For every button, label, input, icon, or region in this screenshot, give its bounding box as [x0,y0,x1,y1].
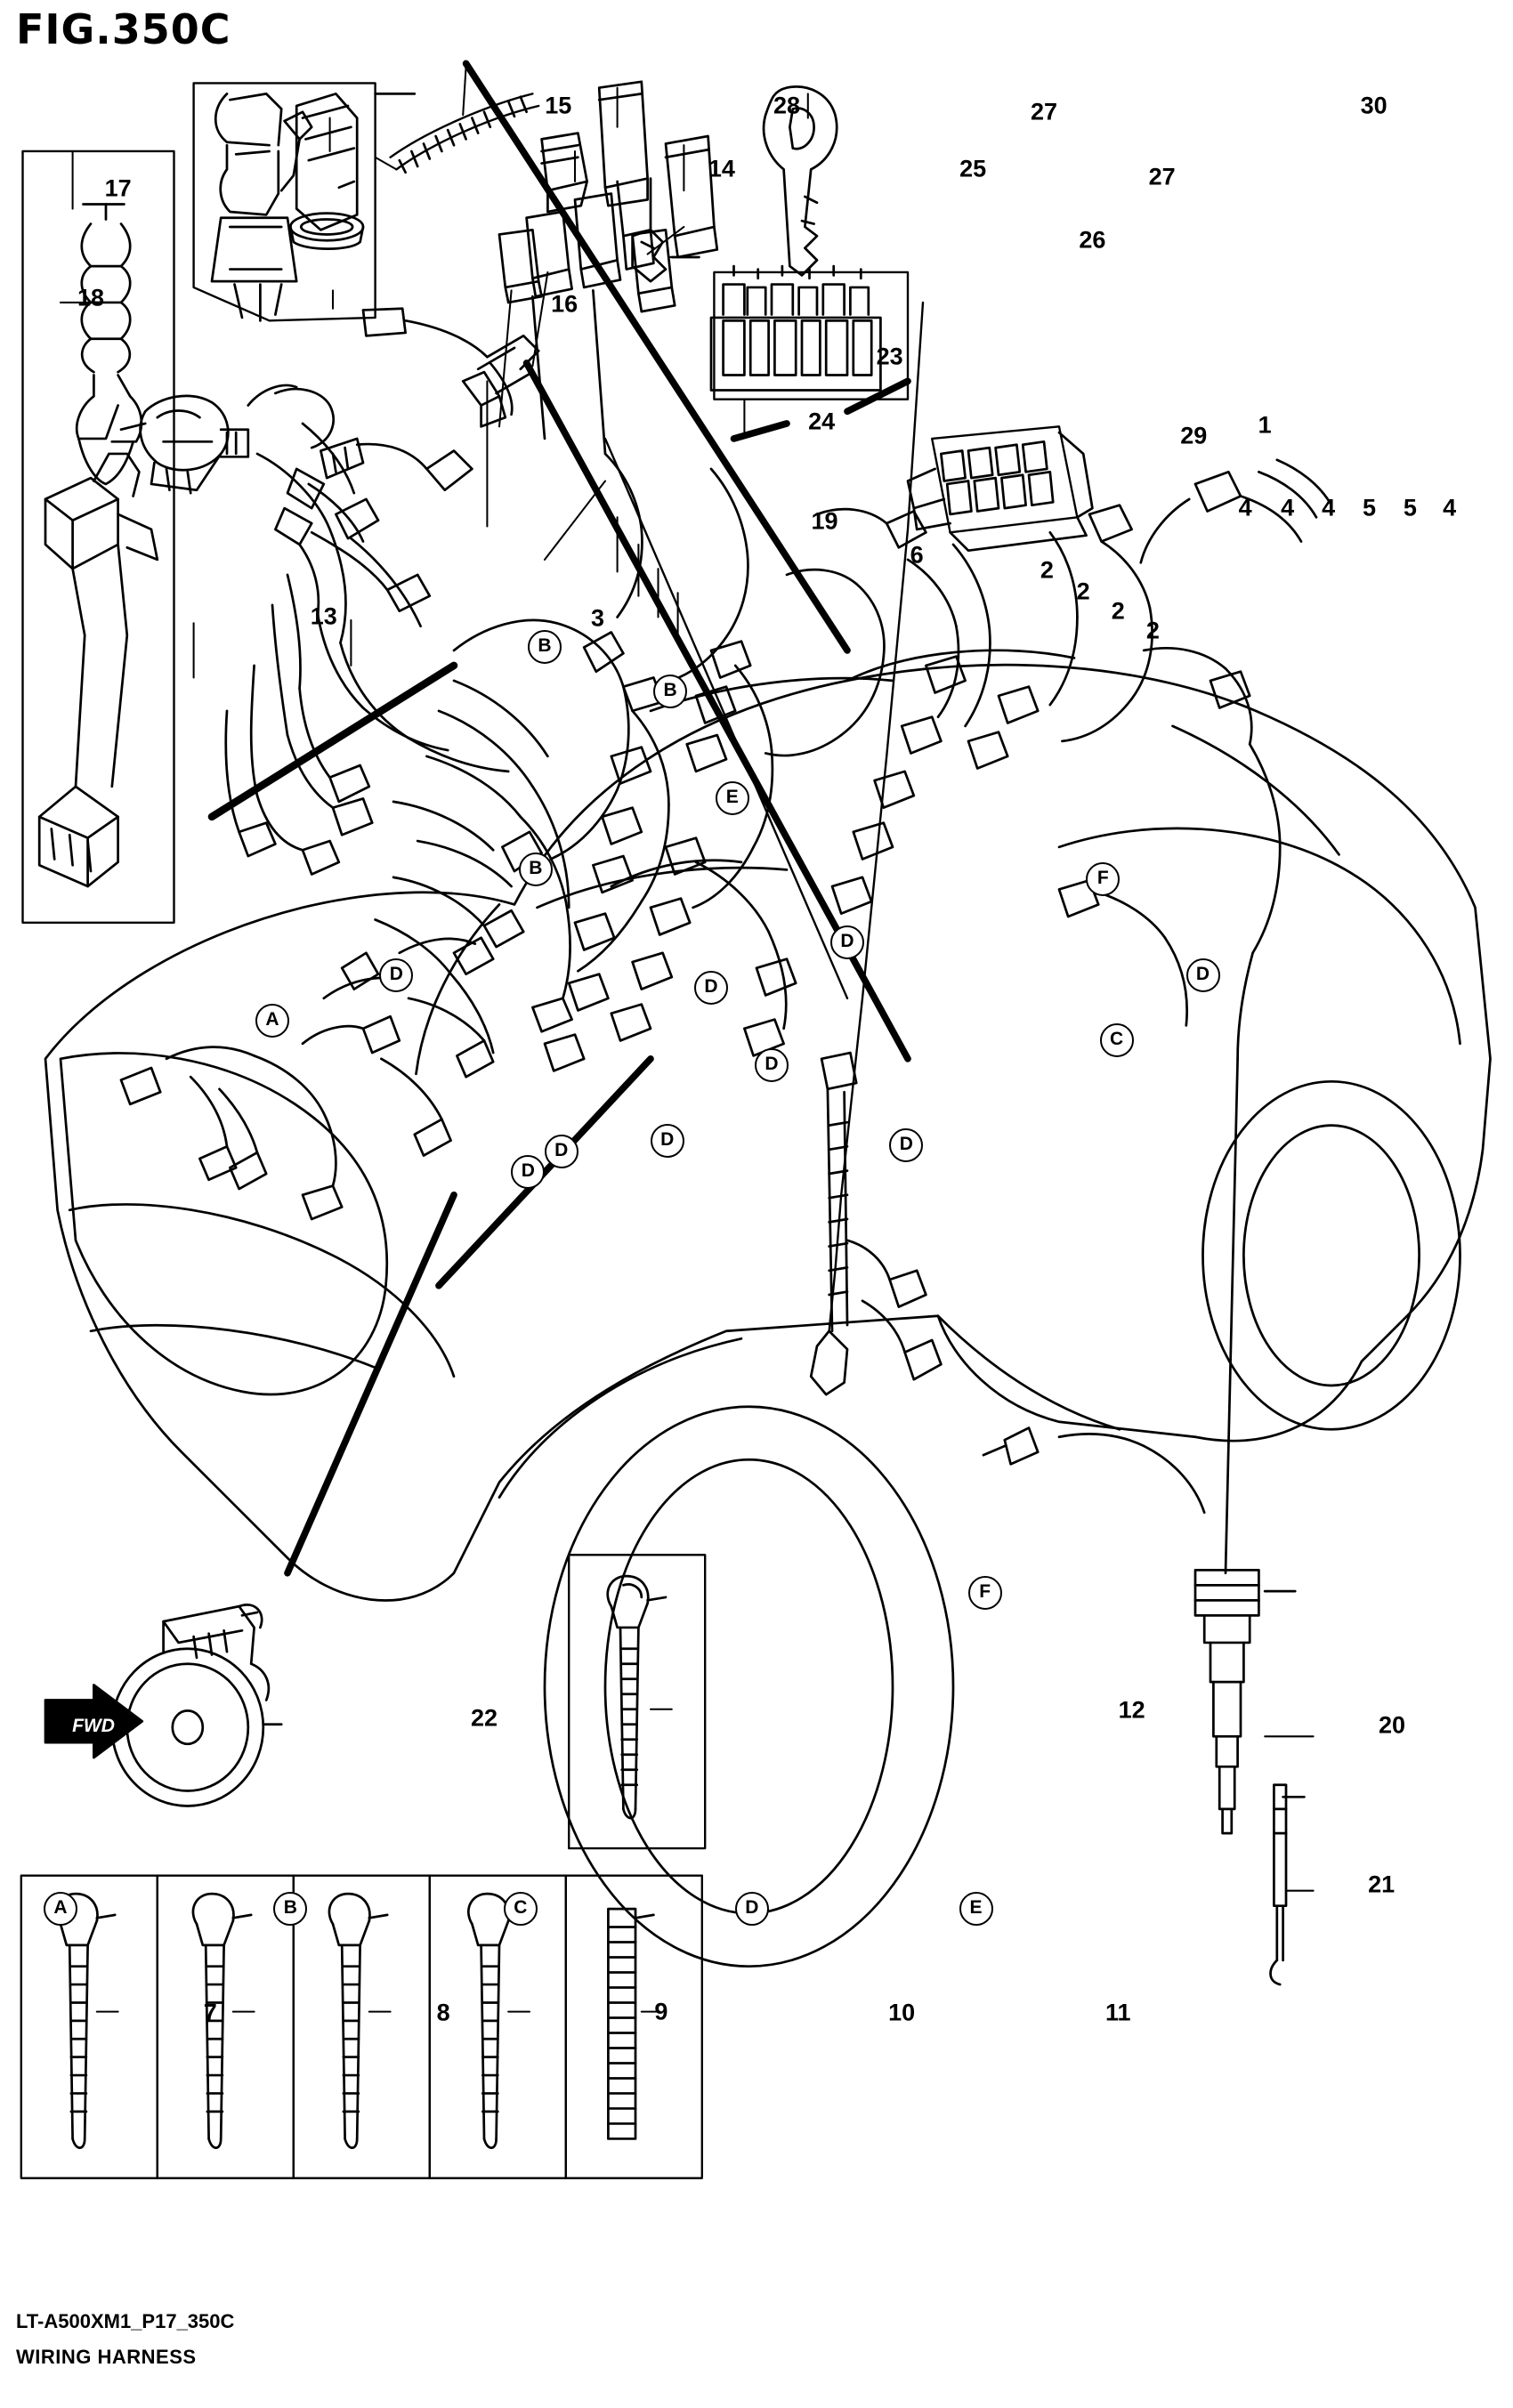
part-number-callout: 4 [1281,494,1295,521]
part-number-callout: 4 [1443,494,1457,521]
reference-tag: A [255,1004,289,1038]
part-number-callout: 14 [708,155,735,182]
part-number-callout: 24 [808,408,836,435]
reference-tag: C [504,1892,538,1926]
reference-tag: C [1100,1023,1134,1057]
part-number-callout: 20 [1378,1711,1406,1739]
part-number-callout: 2 [1111,597,1125,625]
part-number-callout: 26 [1079,226,1106,254]
part-number-callout: 9 [654,1998,668,2025]
part-number-callout: 1 [1258,411,1272,439]
part-number-callout: 17 [104,174,132,202]
part-number-callout: 11 [1105,1999,1131,2026]
reference-tag: D [735,1892,769,1926]
part-number-callout: 2 [1076,578,1090,605]
reference-tag: F [968,1576,1002,1610]
reference-tag: D [1186,958,1220,992]
part-number-callout: 19 [811,507,838,535]
part-number-callout: 2 [1040,556,1054,584]
part-number-callout: 25 [959,155,987,182]
reference-tag: D [830,925,864,959]
part-number-callout: 5 [1362,494,1377,521]
part-number-callout: 13 [310,602,337,630]
part-number-callout: 23 [876,343,903,370]
reference-tag: F [1086,862,1120,896]
part-number-callout: 22 [470,1704,498,1732]
reference-tag: D [379,958,413,992]
reference-tag: D [511,1155,545,1189]
part-number-callout: 10 [888,1999,916,2026]
part-number-callout: 2 [1145,617,1160,644]
reference-tag: B [528,630,562,664]
part-number-callout: 7 [203,1999,217,2026]
part-number-callout: 4 [1322,494,1336,521]
reference-tag: D [651,1124,684,1158]
reference-tag: D [889,1128,923,1162]
part-number-callout: 28 [773,92,801,119]
part-number-callout: 8 [436,1999,450,2026]
part-number-callout: 21 [1368,1871,1396,1898]
footer-figure-name: WIRING HARNESS [16,2346,197,2368]
footer-part-code: LT-A500XM1_P17_350C [16,2310,235,2332]
reference-tag: B [653,675,687,708]
part-number-callout: 27 [1148,163,1176,190]
reference-tag: D [755,1048,789,1082]
reference-tag: A [44,1892,77,1926]
part-number-callout: 12 [1118,1696,1145,1724]
figure-title: FIG.350C [16,5,231,53]
part-number-callout: 6 [910,541,924,569]
part-number-callout: 30 [1360,92,1388,119]
reference-tag: B [273,1892,307,1926]
part-number-callout: 15 [545,92,572,119]
part-number-callout: 29 [1180,422,1208,449]
part-number-callout: 5 [1403,494,1417,521]
reference-tag: B [519,852,553,886]
part-number-callout: 27 [1030,98,1058,125]
fwd-arrow-label: FWD [72,1716,115,1736]
part-number-callout: 18 [77,284,105,311]
part-number-callout: 3 [590,604,605,632]
reference-tag: E [716,781,749,815]
reference-tag: E [959,1892,993,1926]
reference-tag: D [694,971,728,1005]
part-number-callout: 16 [551,290,578,318]
part-number-callout: 4 [1238,494,1252,521]
reference-tag: D [545,1135,578,1168]
